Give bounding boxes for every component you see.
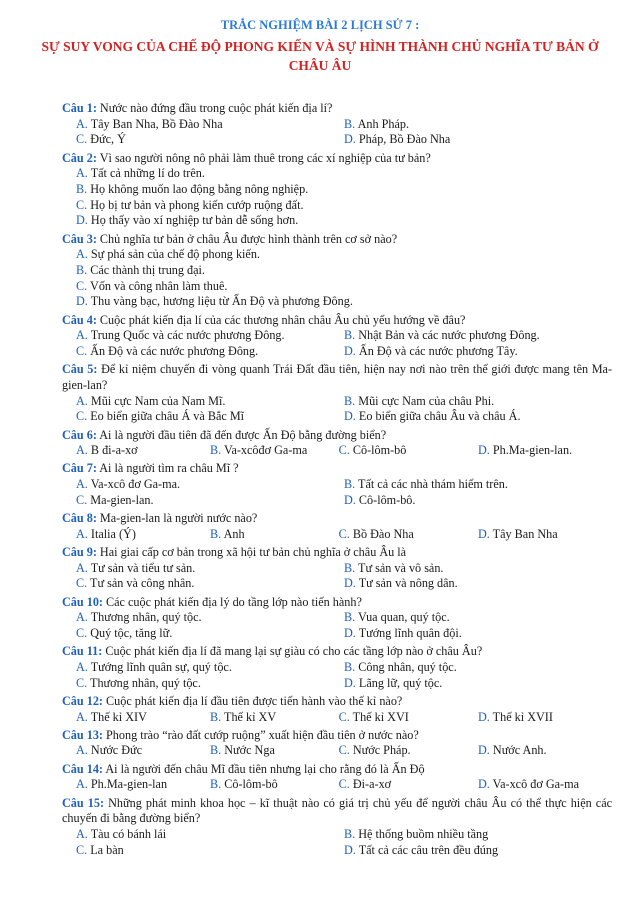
answer-option	[76, 626, 344, 642]
answer-options	[62, 610, 612, 641]
answer-option	[210, 743, 339, 759]
answer-options	[62, 827, 612, 858]
option-letter: B.	[76, 263, 88, 278]
option-text: Họ thấy vào xí nghiệp tư bản dễ sống hơn.	[90, 213, 299, 228]
question-10	[62, 595, 612, 642]
answer-option	[344, 827, 612, 843]
option-text: Ph.Ma-gien-lan	[90, 777, 168, 792]
answer-option	[478, 710, 612, 726]
option-letter: C.	[76, 842, 88, 857]
option-letter: C.	[76, 576, 88, 591]
option-letter: B.	[210, 777, 222, 792]
question-number: Câu 13:	[62, 727, 103, 742]
answer-options	[62, 394, 612, 425]
answer-options	[62, 166, 612, 229]
option-text: Ph.Ma-gien-lan.	[492, 443, 573, 458]
option-letter: B.	[344, 393, 356, 408]
question-number: Câu 9:	[62, 544, 97, 559]
answer-option	[210, 710, 339, 726]
question-prompt: Những phát minh khoa học – kĩ thuật nào có giá trị chủ yếu để người châu Âu có thể thực hiện các chuyến đi bằng đường biển?	[62, 795, 613, 826]
option-text: La bàn	[90, 842, 124, 857]
answer-option	[344, 676, 612, 692]
option-text: Nước Pháp.	[352, 743, 411, 758]
option-letter: A.	[76, 610, 88, 625]
option-text: Bồ Đào Nha	[352, 526, 414, 541]
question-7	[62, 461, 612, 508]
option-text: Thế kỉ XV	[224, 709, 277, 724]
option-letter: D.	[344, 344, 356, 359]
option-text: Tư sản và vô sản.	[358, 560, 444, 575]
question-5	[62, 362, 612, 425]
option-text: Anh Pháp.	[357, 116, 410, 131]
question-6	[62, 428, 612, 459]
answer-option	[344, 344, 612, 360]
answer-option	[478, 527, 612, 543]
option-letter: C.	[338, 526, 350, 541]
answer-option	[76, 827, 344, 843]
option-text: B đi-a-xơ	[90, 443, 138, 458]
option-text: Tướng lĩnh quân đội.	[358, 626, 462, 640]
question-number: Câu 10:	[62, 594, 103, 609]
option-text: Thu vàng bạc, hương liệu từ Ấn Độ và phương Đông.	[90, 294, 353, 309]
question-text	[62, 511, 612, 527]
answer-option	[76, 132, 344, 148]
question-prompt: Phong trào “rào đất cướp ruộng” xuất hiện đầu tiên ở nước nào?	[106, 727, 419, 742]
answer-option	[76, 710, 210, 726]
question-3	[62, 232, 612, 311]
answer-option	[76, 294, 353, 310]
option-text: Tàu có bánh lái	[90, 826, 167, 841]
answer-option	[76, 477, 344, 493]
question-text	[62, 728, 612, 744]
option-text: Tư sản và tiểu tư sản.	[90, 560, 196, 575]
option-text: Thương nhân, quý tộc.	[90, 610, 202, 625]
question-4	[62, 313, 612, 360]
answer-option	[76, 576, 344, 592]
option-letter: B.	[344, 826, 356, 841]
option-letter: D.	[477, 777, 490, 792]
question-number: Câu 2:	[62, 150, 97, 165]
answer-option	[344, 843, 612, 859]
answer-option	[76, 344, 344, 360]
answer-option	[344, 409, 612, 425]
option-letter: C.	[338, 777, 350, 792]
option-text: Tây Ban Nha	[492, 526, 558, 541]
option-text: Cô-lôm-bô.	[358, 492, 416, 507]
answer-options	[62, 328, 612, 359]
answer-option	[76, 676, 344, 692]
option-letter: D.	[344, 842, 356, 857]
option-letter: C.	[76, 675, 88, 690]
answer-option	[76, 843, 344, 859]
option-text: Mũi cực Nam của Nam Mĩ.	[90, 393, 226, 408]
option-letter: B.	[210, 443, 222, 458]
option-text: Tư sản và nông dân.	[358, 576, 458, 591]
question-prompt: Cuộc phát kiến địa lí đã mang lại sự giàu có cho các tầng lớp nào ở châu Âu?	[105, 644, 483, 659]
question-text	[62, 644, 612, 660]
option-letter: B.	[344, 560, 356, 575]
document-header: TRẮC NGHIỆM BÀI 2 LỊCH SỬ 7 :	[220, 18, 420, 32]
option-text: Va-xcô đơ Ga-ma	[492, 777, 579, 792]
question-prompt: Ai là người đến châu Mĩ đầu tiên nhưng lại cho rằng đó là Ấn Độ	[105, 761, 425, 776]
option-text: Thế kỉ XIV	[90, 709, 147, 724]
question-11	[62, 644, 612, 691]
answer-option	[76, 247, 260, 263]
option-letter: A.	[76, 777, 88, 792]
answer-options	[62, 777, 612, 793]
option-letter: A.	[76, 328, 88, 343]
option-text: Hệ thống buồm nhiều tầng	[358, 826, 489, 841]
option-text: Cô-lôm-bô	[352, 443, 407, 458]
option-text: Lãng lữ, quý tộc.	[358, 675, 443, 690]
option-text: Cô-lôm-bô	[224, 777, 278, 792]
option-text: Pháp, Bồ Đào Nha	[358, 132, 451, 147]
option-text: Mũi cực Nam của châu Phi.	[358, 393, 495, 408]
option-letter: A.	[76, 526, 88, 541]
answer-option	[344, 117, 612, 133]
option-text: Vốn và công nhân làm thuê.	[90, 278, 228, 293]
answer-options	[62, 117, 612, 148]
option-text: Va-xcôđơ Ga-ma	[224, 443, 308, 458]
answer-option	[478, 443, 612, 459]
answer-option	[76, 409, 344, 425]
option-text: Nước Nga	[224, 743, 275, 758]
option-text: Sự phá sản của chế độ phong kiến.	[90, 247, 260, 262]
option-letter: C.	[338, 709, 350, 724]
answer-option	[76, 527, 210, 543]
option-letter: A.	[76, 743, 88, 758]
option-text: Đức, Ý	[90, 132, 126, 147]
answer-option	[344, 576, 612, 592]
answer-option	[76, 561, 344, 577]
answer-option	[339, 777, 478, 793]
answer-options	[62, 247, 612, 310]
answer-option	[76, 328, 344, 344]
option-letter: A.	[76, 560, 88, 575]
question-prompt: Cuộc phát kiến địa lí của các thương nhân châu Âu chủ yếu hướng về đâu?	[99, 312, 466, 327]
question-prompt: Chủ nghĩa tư bản ở châu Âu được hình thành trên cơ sở nào?	[99, 231, 398, 246]
option-text: Tây Ban Nha, Bồ Đào Nha	[90, 116, 223, 131]
option-text: Ấn Độ và các nước phương Đông.	[90, 344, 259, 359]
answer-options	[62, 477, 612, 508]
option-letter: A.	[76, 393, 88, 408]
option-letter: C.	[76, 132, 88, 147]
answer-option	[478, 743, 612, 759]
option-letter: B.	[344, 477, 356, 492]
question-prompt: Ai là người tìm ra châu Mĩ ?	[99, 461, 239, 476]
option-text: Trung Quốc và các nước phương Đông.	[90, 328, 285, 343]
option-letter: B.	[210, 743, 222, 758]
question-text	[62, 101, 612, 117]
option-text: Các thành thị trung đại.	[90, 263, 205, 278]
option-letter: D.	[344, 492, 356, 507]
question-prompt: Hai giai cấp cơ bản trong xã hội tư bản chủ nghĩa ở châu Âu là	[99, 544, 407, 559]
option-letter: B.	[344, 116, 356, 131]
option-letter: D.	[344, 132, 356, 147]
question-1	[62, 101, 612, 148]
question-number: Câu 11:	[62, 644, 103, 659]
option-text: Quý tộc, tăng lữ.	[90, 626, 173, 640]
answer-options	[62, 710, 612, 726]
option-letter: A.	[76, 443, 88, 458]
answer-option	[76, 777, 210, 793]
answer-option	[339, 443, 478, 459]
option-letter: C.	[76, 344, 88, 359]
question-number: Câu 4:	[62, 312, 97, 327]
option-text: Thế kỉ XVI	[352, 709, 409, 724]
question-number: Câu 1:	[62, 101, 97, 115]
question-14	[62, 762, 612, 793]
option-text: Eo biển giữa châu Âu và châu Á.	[358, 409, 521, 424]
answer-option	[76, 263, 205, 279]
answer-options	[62, 743, 612, 759]
question-text	[62, 362, 612, 393]
answer-option	[344, 328, 612, 344]
question-prompt: Ma-gien-lan là người nước nào?	[99, 511, 258, 526]
option-letter: D.	[76, 294, 88, 309]
option-letter: D.	[477, 443, 490, 458]
answer-options	[62, 561, 612, 592]
option-text: Tất cả các câu trên đều đúng	[358, 842, 499, 857]
option-letter: D.	[477, 709, 490, 724]
answer-option	[76, 394, 344, 410]
answer-option	[478, 777, 612, 793]
answer-option	[76, 610, 344, 626]
option-text: Anh	[223, 526, 245, 541]
answer-option	[76, 117, 344, 133]
option-letter: B.	[210, 709, 222, 724]
question-prompt: Vì sao người nông nô phải làm thuê trong các xí nghiệp của tư bản?	[99, 150, 431, 165]
option-letter: C.	[76, 492, 88, 507]
answer-option	[76, 166, 205, 182]
answer-option	[344, 626, 612, 642]
question-number: Câu 6:	[62, 427, 97, 442]
question-prompt: Ai là người đầu tiên đã đến được Ấn Độ bằng đường biển?	[99, 427, 387, 442]
option-letter: D.	[76, 213, 88, 228]
answer-option	[344, 561, 612, 577]
option-text: Nước Anh.	[492, 743, 547, 758]
answer-option	[76, 213, 298, 229]
answer-option	[76, 279, 227, 295]
question-8	[62, 511, 612, 542]
question-text	[62, 151, 612, 167]
option-letter: B.	[344, 610, 356, 625]
question-text	[62, 796, 612, 827]
answer-option	[344, 132, 612, 148]
answer-option	[344, 477, 612, 493]
option-letter: D.	[344, 626, 356, 640]
question-number: Câu 7:	[62, 461, 97, 476]
option-text: Thương nhân, quý tộc.	[90, 675, 201, 690]
answer-option	[76, 660, 344, 676]
option-letter: D.	[344, 675, 356, 690]
option-text: Va-xcô đơ Ga-ma.	[90, 477, 181, 492]
option-text: Ma-gien-lan.	[90, 492, 154, 507]
option-text: Tất cả các nhà thám hiểm trên.	[358, 477, 508, 492]
option-text: Thế kỉ XVII	[492, 709, 553, 724]
question-text	[62, 461, 612, 477]
option-letter: B.	[344, 659, 356, 674]
option-letter: C.	[76, 626, 88, 640]
answer-options	[62, 443, 612, 459]
option-letter: C.	[338, 743, 350, 758]
answer-option	[339, 743, 478, 759]
option-letter: C.	[76, 278, 88, 293]
question-list	[62, 101, 612, 858]
answer-option	[339, 527, 478, 543]
answer-option	[344, 394, 612, 410]
option-text: Nước Đức	[90, 743, 143, 758]
answer-option	[76, 493, 344, 509]
document-title: SỰ SUY VONG CỦA CHẾ ĐỘ PHONG KIẾN VÀ SỰ HÌNH THÀNH CHỦ NGHĨA TƯ BẢN Ở CHÂU ÂU	[41, 39, 599, 73]
answer-option	[210, 777, 339, 793]
question-2	[62, 151, 612, 230]
question-text	[62, 232, 612, 248]
question-9	[62, 545, 612, 592]
question-text	[62, 545, 612, 561]
question-prompt: Cuộc phát kiến địa lí đầu tiên được tiến hành vào thế kỉ nào?	[106, 693, 403, 708]
answer-options	[62, 660, 612, 691]
answer-option	[76, 198, 304, 214]
option-text: Đi-a-xơ	[352, 777, 392, 792]
option-letter: C.	[338, 443, 350, 458]
question-number: Câu 8:	[62, 511, 97, 526]
option-letter: A.	[76, 247, 88, 262]
answer-options	[62, 527, 612, 543]
option-letter: B.	[210, 526, 222, 541]
answer-option	[76, 443, 210, 459]
option-letter: B.	[344, 328, 356, 343]
answer-option	[210, 443, 339, 459]
answer-option	[344, 493, 612, 509]
question-prompt: Nước nào đứng đầu trong cuộc phát kiến địa lí?	[99, 101, 333, 115]
option-text: Nhật Bản và các nước phương Đông.	[358, 328, 540, 343]
option-letter: D.	[344, 576, 356, 591]
option-letter: C.	[76, 197, 88, 212]
answer-option	[339, 710, 478, 726]
option-text: Công nhân, quý tộc.	[358, 659, 457, 674]
question-number: Câu 3:	[62, 231, 97, 246]
question-text	[62, 762, 612, 778]
question-text	[62, 428, 612, 444]
option-letter: A.	[76, 166, 88, 181]
answer-option	[76, 743, 210, 759]
question-prompt: Các cuộc phát kiến địa lý do tầng lớp nào tiến hành?	[106, 594, 362, 609]
question-number: Câu 5:	[62, 362, 98, 377]
question-text	[62, 313, 612, 329]
option-letter: A.	[76, 116, 88, 131]
option-letter: D.	[477, 526, 490, 541]
question-number: Câu 12:	[62, 693, 103, 708]
option-letter: C.	[76, 409, 88, 424]
option-text: Họ bị tư bản và phong kiến cướp ruộng đất.	[90, 197, 304, 212]
option-text: Tư sản và công nhân.	[90, 576, 195, 591]
question-15	[62, 796, 612, 859]
answer-option	[76, 182, 308, 198]
option-text: Vua quan, quý tộc.	[358, 610, 450, 625]
option-letter: D.	[477, 743, 490, 758]
option-letter: A.	[76, 826, 88, 841]
option-text: Eo biển giữa châu Á và Bắc Mĩ	[90, 409, 245, 424]
question-13	[62, 728, 612, 759]
option-letter: A.	[76, 659, 88, 674]
option-text: Ấn Độ và các nước phương Tây.	[358, 344, 518, 359]
question-text	[62, 595, 612, 611]
option-letter: A.	[76, 477, 88, 492]
option-text: Italia (Ý)	[90, 526, 136, 541]
option-text: Họ không muốn lao động bằng nông nghiệp.	[90, 182, 309, 197]
option-text: Tướng lĩnh quân sự, quý tộc.	[90, 659, 232, 674]
option-letter: A.	[76, 709, 88, 724]
question-12	[62, 694, 612, 725]
question-number: Câu 15:	[62, 795, 105, 810]
answer-option	[210, 527, 339, 543]
question-number: Câu 14:	[62, 761, 103, 776]
answer-option	[344, 610, 612, 626]
option-text: Tất cả những lí do trên.	[90, 166, 205, 181]
question-prompt: Để kỉ niệm chuyến đi vòng quanh Trái Đất đầu tiên, hiện nay nơi nào trên thế giới được mang tên Ma-gien-lan?	[62, 362, 613, 392]
question-text	[62, 694, 612, 710]
option-letter: D.	[344, 409, 356, 424]
option-letter: B.	[76, 182, 88, 197]
answer-option	[344, 660, 612, 676]
